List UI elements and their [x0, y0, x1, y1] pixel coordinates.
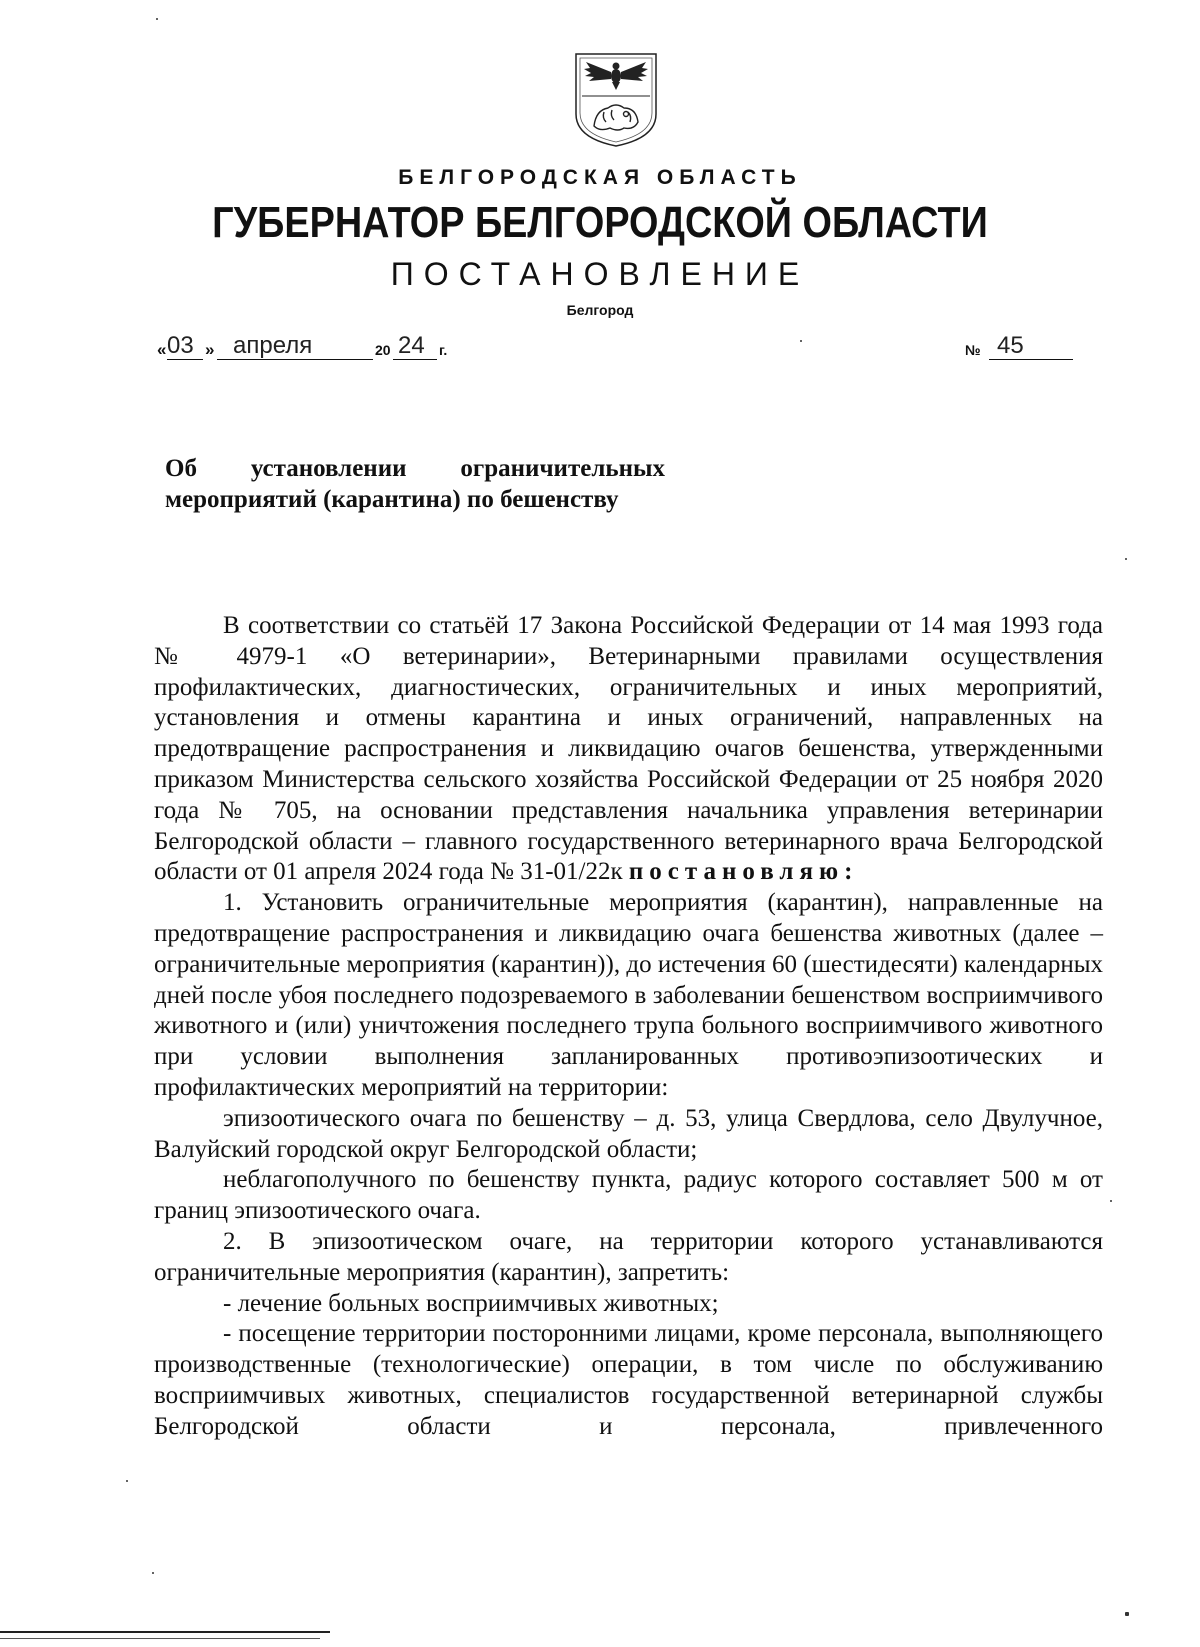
region-name: БЕЛГОРОДСКАЯ ОБЛАСТЬ	[398, 166, 802, 189]
coat-of-arms-emblem	[572, 52, 660, 148]
paragraph-1: 1. Установить ограничительные мероприятия (карантин), направленные на предотвращение распространения и ликвидацию очага бешенства животных (далее – ограничительные мероприятия (карантин)), до истечения 60 (шестидесяти) календарных дней после убоя последнего подозреваемого в заболевании бешенством восприимчивого животного и (или) уничтожения последнего трупа больного восприимчивого животного при условии выполнения запланированных противоэпизоотических и профилактических мероприятий на территории:	[154, 889, 1103, 1101]
scan-speck	[152, 1572, 154, 1574]
paragraph-2b: - посещение территории посторонними лицами, кроме персонала, выполняющего производственные (технологические) операции, в том числе по обслуживанию восприимчивых животных, специалистов государственной ветеринарной службы Белгородской области и персонала, привлеченного	[154, 1320, 1103, 1440]
date-day-underline	[167, 359, 203, 360]
resolves-word: постановляю:	[628, 858, 859, 886]
date-quote-close: »	[205, 340, 215, 359]
date-month-underline	[217, 359, 373, 360]
title-word-3: ограничительных	[460, 455, 665, 482]
scan-speck	[1125, 558, 1127, 560]
date-quote-open: «	[157, 340, 167, 359]
date-day: 03	[167, 332, 194, 359]
scan-edge-line	[0, 1631, 330, 1633]
scan-speck	[126, 1480, 128, 1482]
title-line-2: мероприятий (карантина) по бешенству	[165, 486, 619, 513]
date-year-underline	[393, 359, 437, 360]
paragraph-1b: неблагополучного по бешенству пункта, радиус которого составляет 500 м от границ эпизоотического очага.	[154, 1166, 1103, 1225]
title-word-1: Об	[165, 455, 197, 482]
document-type: ПОСТАНОВЛЕНИЕ	[390, 256, 810, 292]
city-name: Белгород	[566, 302, 634, 318]
date-month: апреля	[233, 332, 313, 359]
paragraph-1a: эпизоотического очага по бешенству – д. 53, улица Свердлова, село Двулучное, Валуйский городской округ Белгородской области;	[154, 1104, 1103, 1163]
number-label: №	[965, 342, 981, 358]
preamble-paragraph	[154, 611, 1103, 888]
date-year-suffix: 24	[398, 332, 425, 359]
number-underline	[989, 359, 1073, 360]
document-date	[157, 330, 477, 360]
document-body	[154, 611, 1103, 1443]
scan-speck	[1125, 1612, 1129, 1616]
title-word-2: установлении	[250, 455, 407, 482]
paragraph-2: 2. В эпизоотическом очаге, на территории которого устанавливаются ограничительные мероприятия (карантин), запретить:	[154, 1227, 1103, 1286]
scan-speck	[800, 340, 802, 342]
date-year-abbr: г.	[439, 342, 448, 358]
document-title	[165, 453, 665, 515]
document-number	[965, 330, 1075, 360]
scan-speck	[156, 18, 158, 20]
authority-title: ГУБЕРНАТОР БЕЛГОРОДСКОЙ ОБЛАСТИ	[212, 198, 988, 247]
scan-speck	[1110, 1200, 1112, 1202]
date-year-prefix: 20	[375, 342, 391, 358]
number-value: 45	[997, 332, 1024, 359]
preamble-text: В соответствии со статьёй 17 Закона Российской Федерации от 14 мая 1993 года № 4979-1 «О ветеринарии», Ветеринарными правилами осуществления профилактических, диагностических, ограничительных и иных мероприятий, установления и отмены карантина и иных ограничений, направленных на предотвращение распространения и ликвидацию очагов бешенства, утвержденными приказом Министерства сельского хозяйства Российской Федерации от 25 ноября 2020 года № 705, на основании представления начальника управления ветеринарии Белгородской области – главного государственного ветеринарного врача Белгородской области от 01 апреля 2024 года № 31-01/22к	[154, 612, 1103, 886]
scan-edge-line-2	[0, 1638, 320, 1639]
paragraph-2a: - лечение больных восприимчивых животных;	[223, 1289, 719, 1317]
